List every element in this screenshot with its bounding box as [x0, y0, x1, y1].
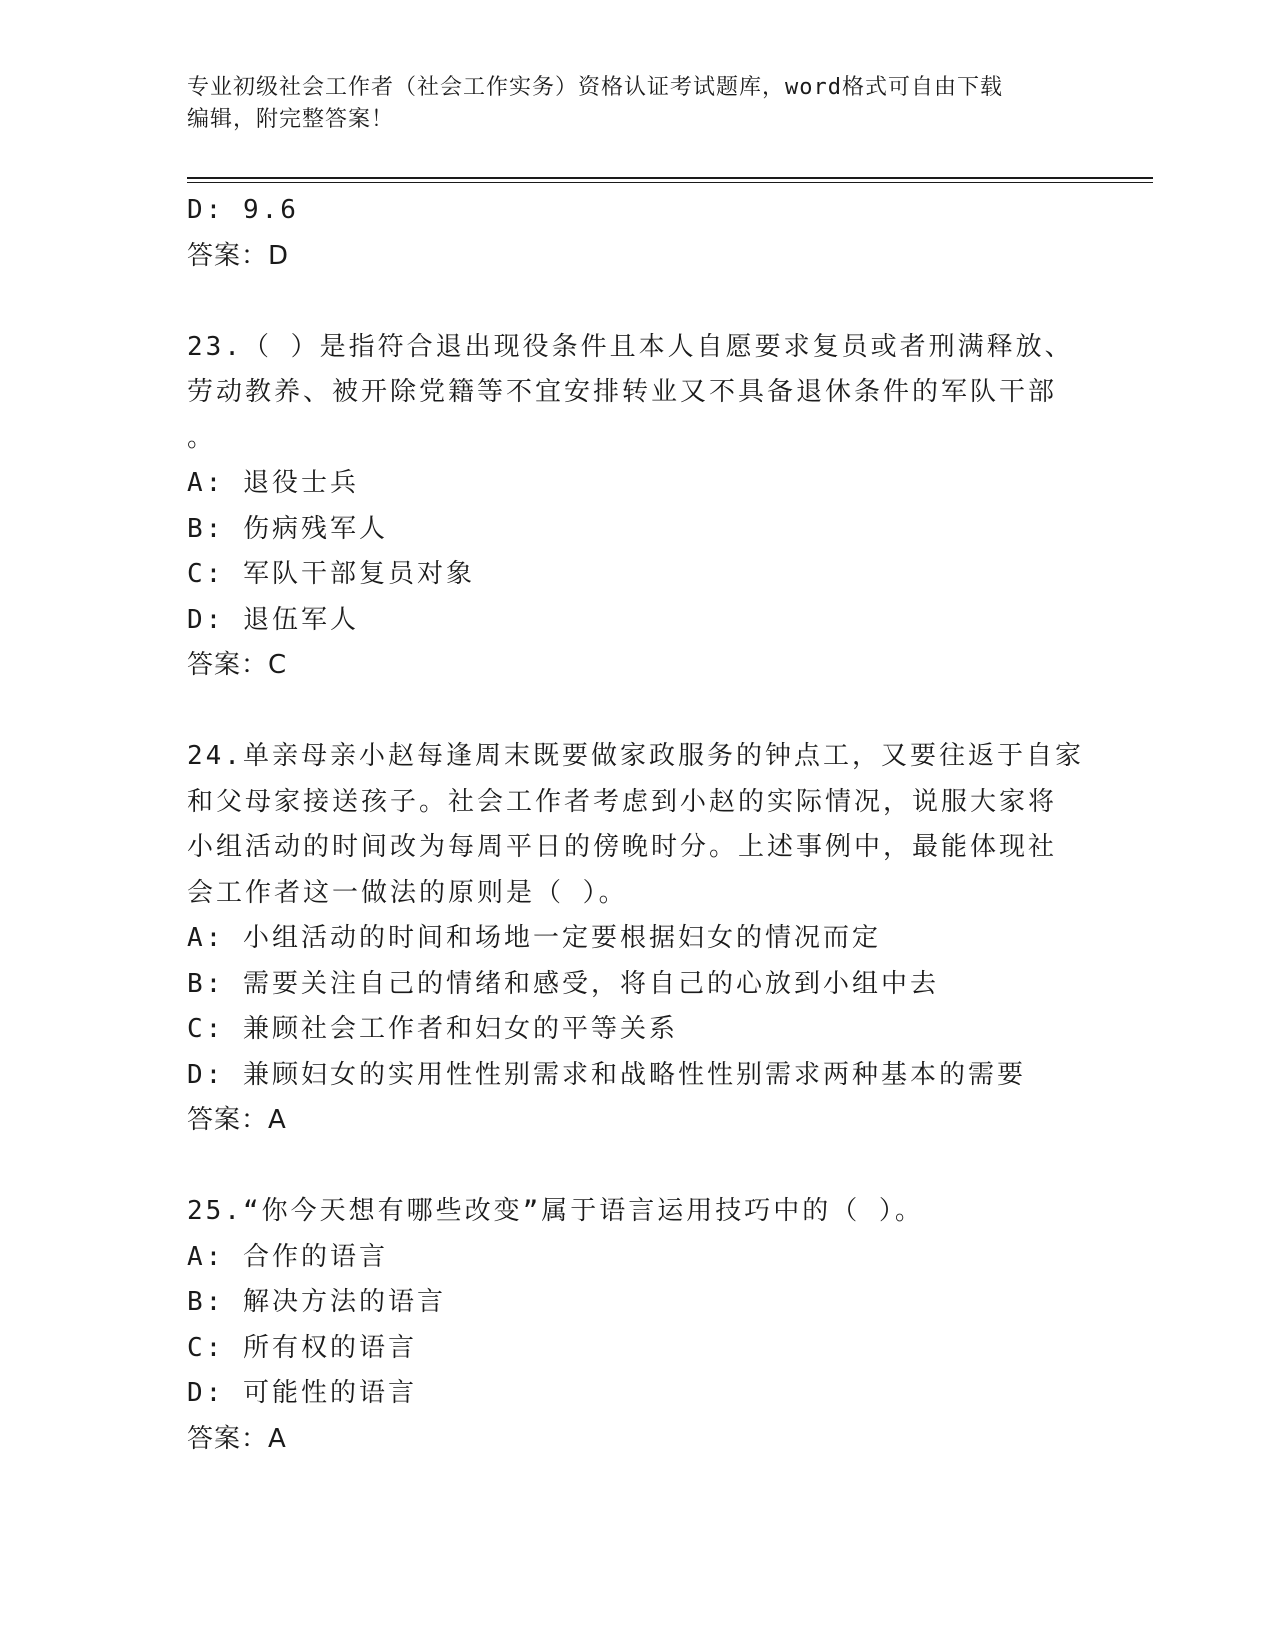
- question-23-option-a: A: 退役士兵: [187, 468, 359, 498]
- question-24-option-d: D: 兼顾妇女的实用性性别需求和战略性性别需求两种基本的需要: [187, 1059, 1026, 1090]
- question-24-option-c: C: 兼顾社会工作者和妇女的平等关系: [187, 1014, 678, 1044]
- question-24-answer: 答案：A: [187, 1105, 287, 1135]
- question-25-stem-line-1: 25.“你今天想有哪些改变”属于语言运用技巧中的（ ）。: [187, 1196, 924, 1226]
- question-25: [187, 1189, 1087, 1462]
- header-divider-thin: [187, 182, 1153, 183]
- question-24-stem-line-3: 小组活动的时间改为每周平日的傍晚时分。上述事例中，最能体现社: [187, 832, 1058, 862]
- question-25-option-d: D: 可能性的语言: [187, 1378, 417, 1408]
- prev-option-d: D: 9.6: [187, 195, 299, 225]
- question-23-stem-line-1: 23.（ ）是指符合退出现役条件且本人自愿要求复员或者刑满释放、: [187, 331, 1074, 362]
- header-title-line-1: 专业初级社会工作者（社会工作实务）资格认证考试题库，word格式可自由下载: [187, 75, 1003, 100]
- question-23-option-b: B: 伤病残军人: [187, 513, 388, 544]
- question-24-stem-line-2: 和父母家接送孩子。社会工作者考虑到小赵的实际情况，说服大家将: [187, 786, 1058, 817]
- question-24-option-a: A: 小组活动的时间和场地一定要根据妇女的情况而定: [187, 923, 881, 953]
- question-23-stem-line-3: 。: [187, 422, 217, 453]
- spacer: [187, 689, 1087, 735]
- question-25-option-c: C: 所有权的语言: [187, 1332, 417, 1363]
- question-24-stem-line-4: 会工作者这一做法的原则是（ ）。: [187, 877, 628, 908]
- header-divider-thick: [187, 177, 1153, 179]
- prev-answer: 答案：D: [187, 240, 290, 271]
- question-24-stem-line-1: 24.单亲母亲小赵每逢周末既要做家政服务的钟点工，又要往返于自家: [187, 741, 1084, 771]
- document-header: [187, 72, 1087, 136]
- question-24: [187, 734, 1087, 1144]
- question-25-option-b: B: 解决方法的语言: [187, 1287, 446, 1317]
- question-23-option-c: C: 军队干部复员对象: [187, 559, 475, 589]
- spacer: [187, 279, 1087, 325]
- question-24-option-b: B: 需要关注自己的情绪和感受，将自己的心放到小组中去: [187, 968, 939, 999]
- spacer: [187, 1144, 1087, 1190]
- question-23-stem-line-2: 劳动教养、被开除党籍等不宜安排转业又不具备退休条件的军队干部: [187, 377, 1058, 407]
- question-23-option-d: D: 退伍军人: [187, 604, 359, 635]
- header-title-line-2: 编辑，附完整答案！: [187, 107, 395, 132]
- question-23-answer: 答案：C: [187, 650, 288, 680]
- question-content: [187, 188, 1087, 1462]
- question-23: [187, 325, 1087, 689]
- question-25-option-a: A: 合作的语言: [187, 1241, 388, 1272]
- question-25-answer: 答案：A: [187, 1423, 287, 1454]
